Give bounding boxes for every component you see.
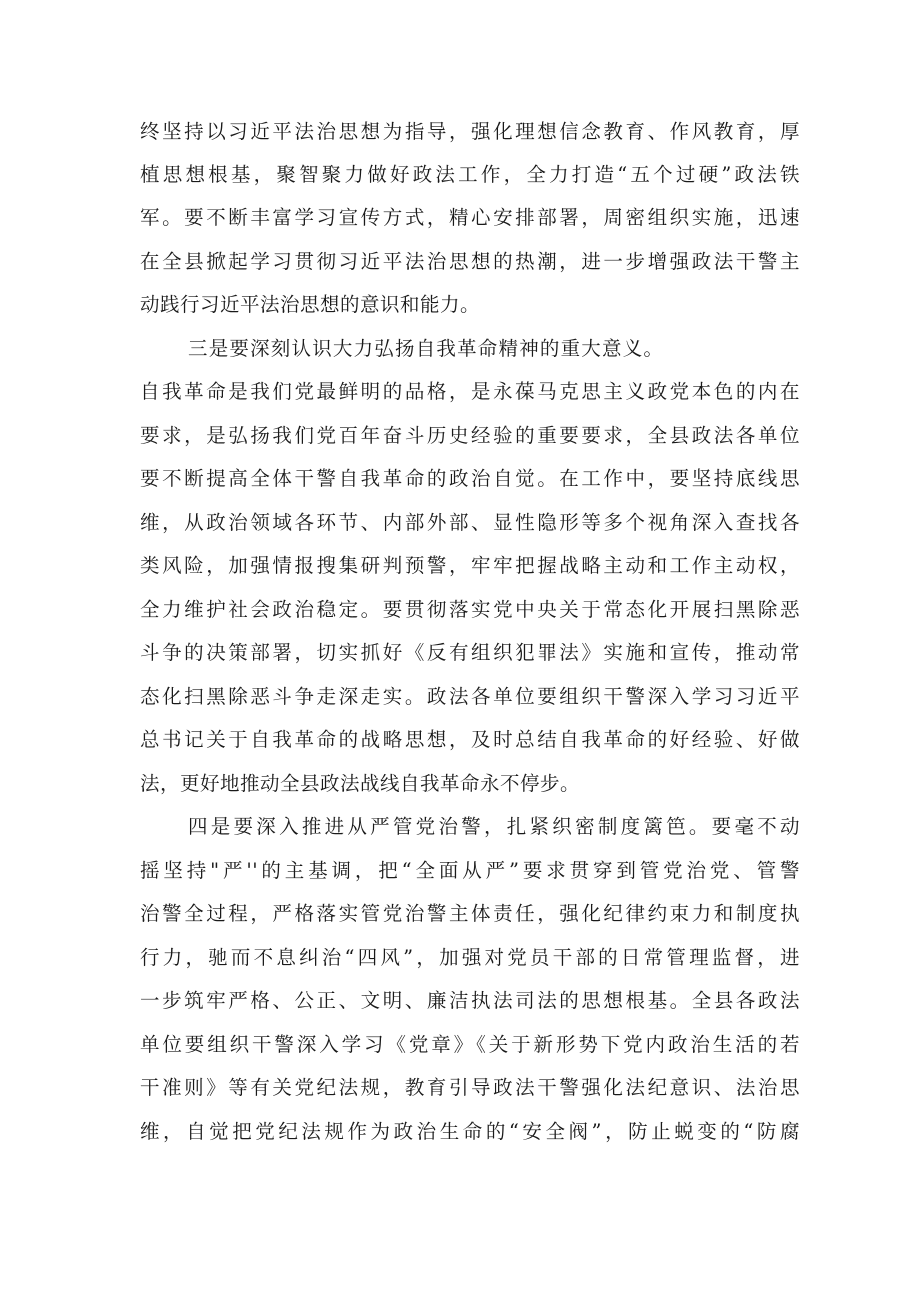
- text-line: 类风险，加强情报搜集研判预警，牢牢把握战略主动和工作主动权，: [140, 554, 800, 577]
- section-heading-four: 四是要深入推进从严管党治警，扎紧织密制度篱笆。要毫不动: [188, 815, 800, 838]
- text-line: 维，从政治领域各环节、内部外部、显性隐形等多个视角深入查找各: [140, 511, 800, 534]
- text-line: 终坚持以习近平法治思想为指导，强化理想信念教育、作风教育，厚: [140, 120, 800, 143]
- text-line: 干准则》等有关党纪法规，教育引导政法干警强化法纪意识、法治思: [140, 1076, 800, 1099]
- text-line: 动践行习近平法治思想的意识和能力。: [140, 293, 481, 316]
- text-line: 在全县掀起学习贯彻习近平法治思想的热潮，进一步增强政法干警主: [140, 250, 800, 273]
- text-line: 单位要组织干警深入学习《党章》《关于新形势下党内政治生活的若: [140, 1033, 800, 1056]
- text-line: 态化扫黑除恶斗争走深走实。政法各单位要组织干警深入学习习近平: [140, 685, 800, 708]
- text-line: 斗争的决策部署，切实抓好《反有组织犯罪法》实施和宣传，推动常: [140, 641, 800, 664]
- text-line: 植思想根基，聚智聚力做好政法工作，全力打造“五个过硬”政法铁: [140, 163, 800, 186]
- text-line: 一步筑牢严格、公正、文明、廉洁执法司法的思想根基。全县各政法: [140, 989, 800, 1012]
- text-line: 法，更好地推动全县政法战线自我革命永不停步。: [140, 772, 581, 795]
- text-line: 维，自觉把党纪法规作为政治生命的“安全阀”，防止蜕变的“防腐: [140, 1120, 800, 1143]
- text-line: 自我革命是我们党最鲜明的品格，是永葆马克思主义政党本色的内在: [140, 380, 800, 403]
- text-line: 总书记关于自我革命的战略思想，及时总结自我革命的好经验、好做: [140, 728, 800, 751]
- text-line: 要求，是弘扬我们党百年奋斗历史经验的重要要求，全县政法各单位: [140, 424, 800, 447]
- text-line: 全力维护社会政治稳定。要贯彻落实党中央关于常态化开展扫黑除恶: [140, 598, 800, 621]
- section-heading-three: 三是要深刻认识大力弘扬自我革命精神的重大意义。: [188, 337, 665, 360]
- text-line: 军。要不断丰富学习宣传方式，精心安排部署，周密组织实施，迅速: [140, 206, 800, 229]
- text-line: 行力，驰而不息纠治“四风”，加强对党员干部的日常管理监督，进: [140, 946, 800, 969]
- text-line: 要不断提高全体干警自我革命的政治自觉。在工作中，要坚持底线思: [140, 467, 800, 490]
- text-line: 治警全过程，严格落实管党治警主体责任，强化纪律约束力和制度执: [140, 902, 800, 925]
- text-line: 摇坚持"严''的主基调，把“全面从严”要求贯穿到管党治党、管警: [140, 859, 800, 882]
